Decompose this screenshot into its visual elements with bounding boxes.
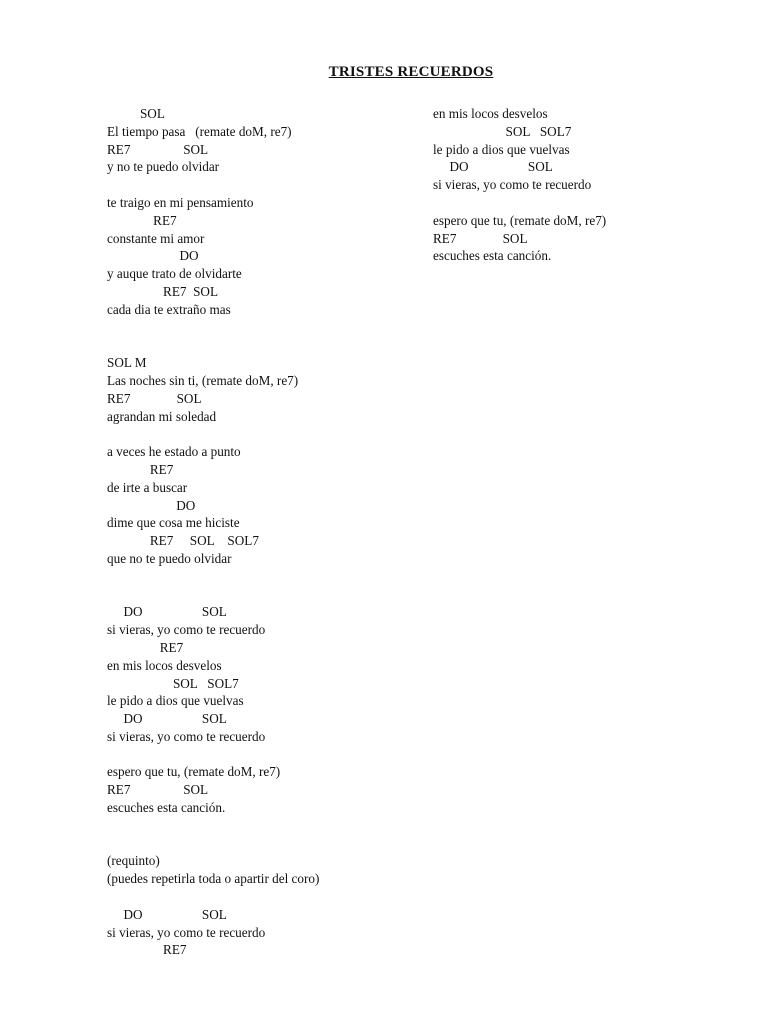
- lyric-line: espero que tu, (remate doM, re7): [107, 764, 281, 780]
- lyric-line: RE7 SOL SOL7: [107, 533, 259, 549]
- lyric-line: SOL M: [107, 355, 147, 371]
- lyric-line: [107, 568, 427, 586]
- lyric-line: SOL: [107, 106, 165, 121]
- lyric-line: espero que tu, (remate doM, re7): [433, 212, 607, 228]
- lyric-line: [433, 194, 733, 212]
- lyric-line: escuches esta canción.: [107, 800, 226, 816]
- lyric-line: si vieras, yo como te recuerdo: [107, 622, 266, 638]
- lyric-line: RE7: [107, 639, 184, 655]
- lyric-line: le pido a dios que vuelvas: [107, 693, 244, 709]
- lyric-line: cada dia te extraño mas: [107, 301, 231, 317]
- lyric-line: DO SOL: [433, 159, 553, 175]
- lyrics-column-right: [433, 105, 733, 265]
- lyric-line: si vieras, yo como te recuerdo: [107, 924, 266, 940]
- lyric-line: RE7: [107, 212, 177, 228]
- lyric-line: [107, 817, 427, 835]
- lyric-line: agrandan mi soledad: [107, 408, 217, 424]
- page-title: TRISTES RECUERDOS: [328, 64, 494, 80]
- lyric-line: y auque trato de olvidarte: [107, 266, 242, 282]
- lyric-line: [107, 176, 427, 194]
- lyric-line: El tiempo pasa (remate doM, re7): [107, 123, 292, 139]
- lyric-line: DO: [107, 497, 196, 513]
- lyric-line: RE7 SOL: [107, 141, 209, 157]
- lyric-line: si vieras, yo como te recuerdo: [107, 728, 266, 744]
- lyric-line: [107, 835, 427, 853]
- lyrics-column-left: [107, 105, 427, 959]
- lyric-line: [107, 319, 427, 337]
- lyric-line: [107, 336, 427, 354]
- lyric-line: [107, 586, 427, 604]
- lyric-line: le pido a dios que vuelvas: [433, 141, 570, 157]
- lyric-line: DO SOL: [107, 906, 227, 922]
- lyric-line: (puedes repetirla toda o apartir del coro): [107, 871, 320, 887]
- lyric-line: en mis locos desvelos: [107, 657, 222, 673]
- lyric-line: constante mi amor: [107, 230, 205, 246]
- lyric-line: DO: [107, 248, 199, 264]
- lyric-line: RE7: [107, 461, 174, 477]
- lyric-line: DO SOL: [107, 604, 227, 620]
- lyric-line: SOL SOL7: [433, 123, 572, 139]
- lyric-line: (requinto): [107, 853, 160, 869]
- lyric-line: en mis locos desvelos: [433, 106, 548, 121]
- lyric-line: si vieras, yo como te recuerdo: [433, 177, 592, 193]
- lyric-line: RE7 SOL: [107, 283, 218, 299]
- lyric-line: RE7 SOL: [433, 230, 528, 246]
- lyric-line: [107, 888, 427, 906]
- lyric-line: DO SOL: [107, 711, 227, 727]
- lyric-line: a veces he estado a punto: [107, 444, 241, 460]
- lyric-line: RE7 SOL: [107, 782, 209, 798]
- lyric-line: RE7: [107, 942, 187, 958]
- lyric-line: dime que cosa me hiciste: [107, 515, 240, 531]
- lyric-line: que no te puedo olvidar: [107, 550, 232, 566]
- lyric-line: [107, 746, 427, 764]
- lyric-line: Las noches sin ti, (remate doM, re7): [107, 372, 299, 388]
- lyric-line: RE7 SOL: [107, 390, 202, 406]
- lyric-line: y no te puedo olvidar: [107, 159, 220, 175]
- lyric-line: SOL SOL7: [107, 675, 239, 691]
- lyric-line: [107, 425, 427, 443]
- lyric-line: de irte a buscar: [107, 479, 188, 495]
- lyric-line: escuches esta canción.: [433, 248, 552, 264]
- lyric-line: te traigo en mi pensamiento: [107, 194, 254, 210]
